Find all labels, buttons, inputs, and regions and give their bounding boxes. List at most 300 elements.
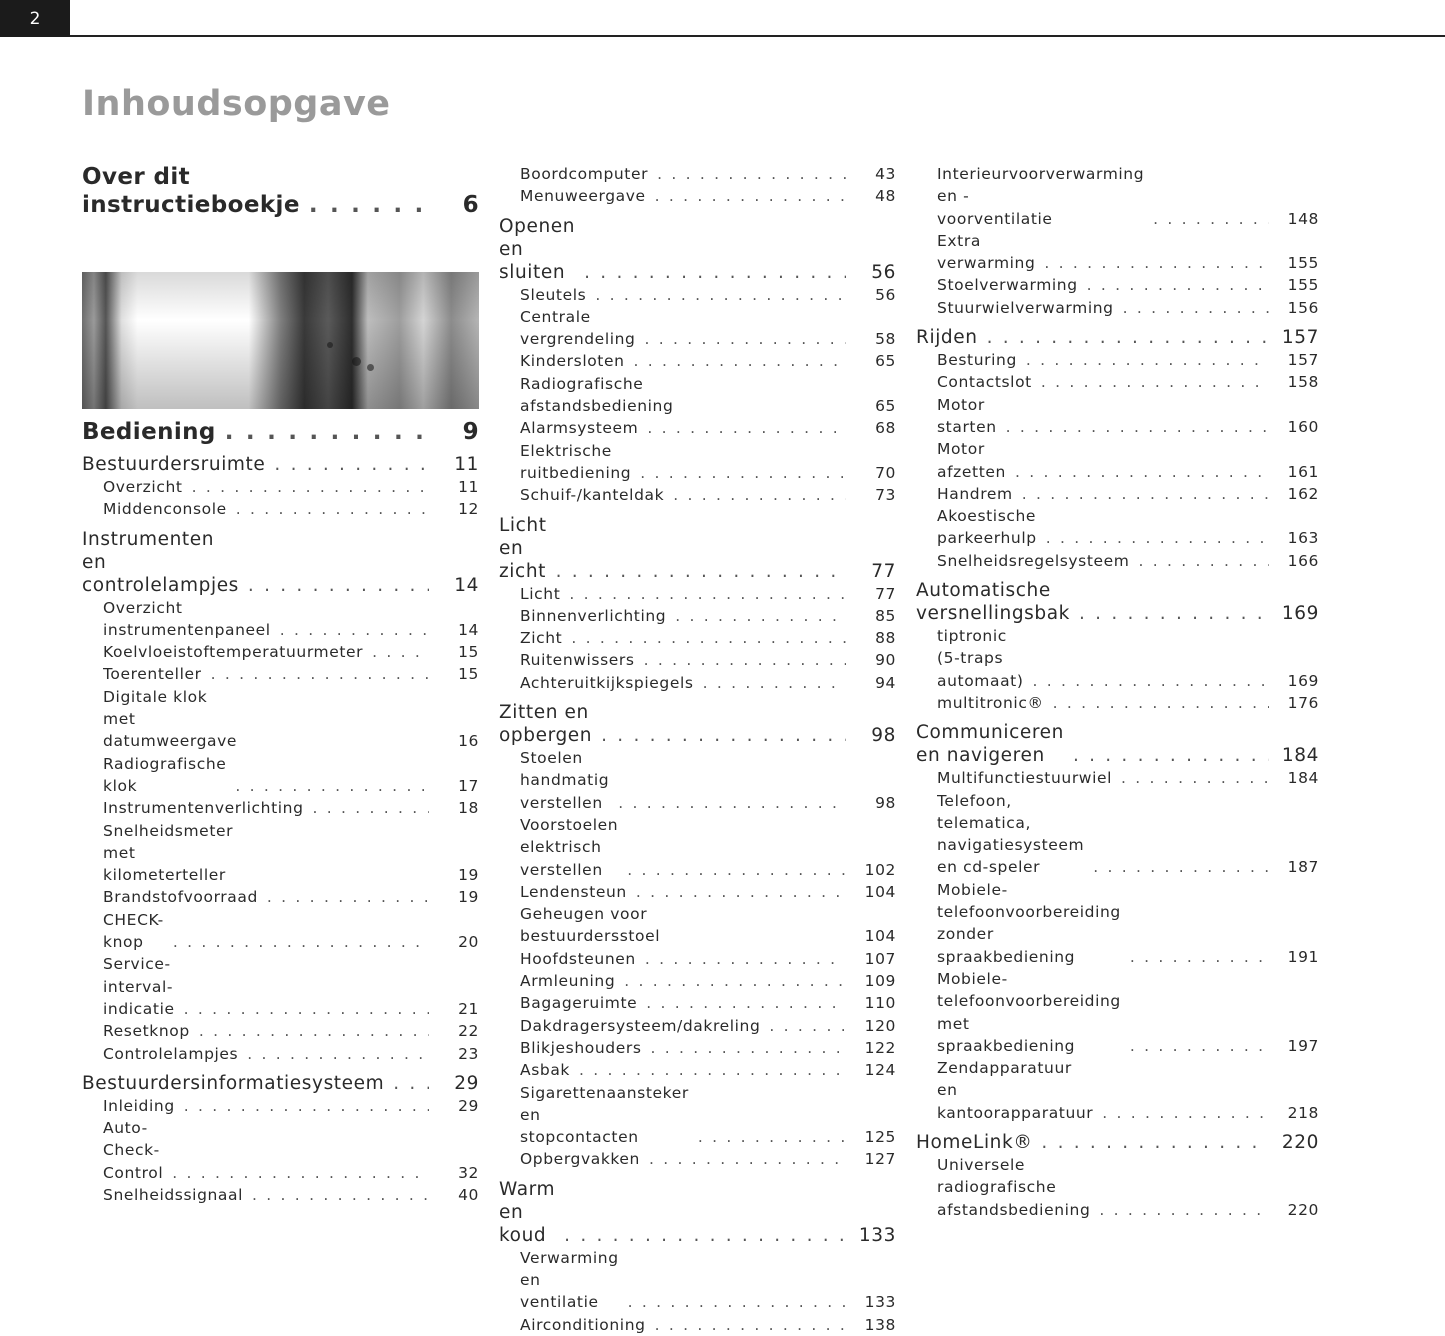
dot-leader bbox=[184, 1095, 429, 1117]
dot-leader bbox=[618, 792, 846, 814]
toc-entry-title: Schuif-/kanteldak bbox=[520, 486, 665, 505]
dot-leader bbox=[698, 1126, 846, 1148]
dot-leader bbox=[199, 1020, 429, 1042]
toc-page-number: 220 bbox=[1287, 1200, 1319, 1219]
toc-subentry bbox=[499, 163, 896, 185]
toc-page-number: 133 bbox=[864, 1293, 896, 1312]
dot-leader bbox=[645, 948, 846, 970]
toc-page-number: 162 bbox=[1287, 484, 1319, 503]
toc-subentry bbox=[82, 498, 479, 520]
dot-leader bbox=[225, 418, 429, 446]
toc-subentry bbox=[916, 483, 1319, 505]
dot-leader bbox=[634, 350, 846, 372]
dot-leader bbox=[569, 583, 846, 605]
toc-page-number: 98 bbox=[871, 725, 896, 747]
toc-entry-title: Toerenteller bbox=[103, 665, 202, 684]
toc-subentry bbox=[916, 349, 1319, 371]
toc-entry-title: Openen en sluiten bbox=[499, 215, 576, 283]
dot-leader bbox=[247, 1043, 429, 1065]
toc-page-number: 88 bbox=[875, 629, 896, 648]
toc-page-number: 133 bbox=[858, 1224, 896, 1246]
toc-subentry bbox=[499, 627, 896, 649]
toc-page-number: 158 bbox=[1287, 373, 1319, 392]
dot-leader bbox=[601, 724, 846, 747]
toc-subentry bbox=[499, 284, 896, 306]
toc-page-number: 21 bbox=[458, 999, 479, 1018]
toc-subentry bbox=[499, 605, 896, 627]
dashboard-photo bbox=[82, 272, 479, 409]
dot-leader bbox=[627, 859, 846, 881]
dot-leader bbox=[1015, 461, 1269, 483]
toc-entry-title: Centrale vergrendeling bbox=[520, 307, 636, 349]
dot-leader bbox=[184, 998, 429, 1020]
toc-page-number: 90 bbox=[875, 651, 896, 670]
toc-page-number: 16 bbox=[458, 732, 479, 751]
toc-entry-title: Hoofdsteunen bbox=[520, 949, 636, 968]
toc-entry-title: Sigarettenaansteker en stopcontacten bbox=[520, 1083, 689, 1147]
toc-page-number: 29 bbox=[454, 1072, 479, 1094]
dot-leader bbox=[1123, 297, 1269, 319]
toc-column-2 bbox=[499, 163, 896, 1336]
dot-leader bbox=[393, 1072, 429, 1095]
toc-entry-title: Mobiele-telefoonvoorbereiding zonder spraakbediening bbox=[937, 880, 1121, 966]
toc-entry-title: HomeLink® bbox=[916, 1131, 1033, 1153]
toc-entry-title: Overzicht instrumentenpaneel bbox=[103, 598, 271, 639]
toc-subentry bbox=[916, 767, 1319, 789]
toc-entry-title: Zicht bbox=[520, 629, 563, 648]
toc-section bbox=[499, 701, 896, 747]
toc-entry-title: Communiceren en navigeren bbox=[916, 722, 1064, 767]
toc-subentry bbox=[916, 692, 1319, 714]
toc-section bbox=[916, 326, 1319, 349]
dot-leader bbox=[571, 627, 846, 649]
dot-leader bbox=[248, 574, 429, 597]
toc-page-number: 169 bbox=[1287, 671, 1319, 690]
toc-entry-title: Inleiding bbox=[103, 1096, 175, 1115]
toc-subentry bbox=[916, 550, 1319, 572]
toc-entry-title: Motor starten bbox=[937, 395, 997, 436]
toc-entry-title: Instrumenten en controlelampjes bbox=[82, 528, 239, 596]
toc-entry-title: Extra verwarming bbox=[937, 231, 1036, 273]
toc-chapter bbox=[82, 418, 479, 446]
toc-entry-title: Instrumentenverlichting bbox=[103, 799, 304, 818]
dot-leader bbox=[1046, 527, 1269, 549]
toc-page-number: 156 bbox=[1287, 298, 1319, 317]
toc-subentry bbox=[916, 394, 1319, 439]
toc-subentry bbox=[499, 649, 896, 671]
toc-subentry bbox=[499, 672, 896, 694]
toc-entry-title: Licht bbox=[520, 584, 561, 603]
dot-leader bbox=[1044, 252, 1269, 274]
dot-leader bbox=[173, 931, 429, 953]
toc-page-number: 9 bbox=[462, 419, 479, 445]
toc-page-number: 19 bbox=[458, 888, 479, 907]
toc-entry-title: Bestuurdersruimte bbox=[82, 454, 266, 475]
toc-subentry bbox=[499, 185, 896, 207]
dot-leader bbox=[636, 881, 846, 903]
toc-entry-title: Blikjeshouders bbox=[520, 1038, 642, 1057]
toc-entry-title: Handrem bbox=[937, 484, 1013, 503]
toc-page-number: 48 bbox=[875, 187, 896, 206]
toc-page-number: 68 bbox=[875, 419, 896, 438]
toc-subentry bbox=[82, 663, 479, 685]
dot-leader bbox=[673, 484, 846, 506]
dot-leader bbox=[649, 1148, 846, 1170]
dot-leader bbox=[640, 462, 846, 484]
toc-subentry bbox=[916, 371, 1319, 393]
dot-leader bbox=[655, 1314, 846, 1336]
toc-subentry bbox=[499, 1037, 896, 1059]
toc-page-number: 22 bbox=[458, 1022, 479, 1041]
dot-leader bbox=[1006, 416, 1269, 438]
toc-page-number: 77 bbox=[871, 560, 896, 582]
toc-subentry bbox=[82, 909, 479, 954]
dot-leader bbox=[564, 1224, 846, 1247]
header-rule bbox=[70, 35, 1445, 37]
toc-entry-title: Kindersloten bbox=[520, 352, 625, 371]
page-title: Inhoudsopgave bbox=[82, 84, 391, 124]
toc-page-number: 56 bbox=[875, 285, 896, 304]
toc-page-number: 125 bbox=[864, 1128, 896, 1147]
toc-entry-title: Ruitenwissers bbox=[520, 651, 635, 670]
toc-subentry bbox=[499, 1314, 896, 1336]
toc-page-number: 169 bbox=[1281, 603, 1319, 625]
toc-entry-title: Universele radiografische afstandsbediening bbox=[937, 1155, 1091, 1219]
toc-subentry bbox=[499, 1059, 896, 1081]
toc-entry-title: Snelheidsmeter met kilometerteller bbox=[103, 821, 234, 885]
dot-leader bbox=[1121, 767, 1269, 789]
toc-entry-title: Sleutels bbox=[520, 285, 587, 304]
toc-page-number: 6 bbox=[462, 192, 479, 218]
toc-page-number: 184 bbox=[1287, 769, 1319, 788]
toc-page-number: 160 bbox=[1287, 417, 1319, 436]
toc-entry-title: Alarmsysteem bbox=[520, 419, 639, 438]
dot-leader bbox=[644, 328, 846, 350]
toc-entry-title: Automatische versnellingsbak bbox=[916, 580, 1071, 625]
toc-page-number: 104 bbox=[864, 927, 896, 946]
dot-leader bbox=[769, 1015, 846, 1037]
toc-page-number: 94 bbox=[875, 673, 896, 692]
dot-leader bbox=[595, 284, 846, 306]
dot-leader bbox=[236, 498, 429, 520]
toc-entry-title: Digitale klok met datumweergave bbox=[103, 687, 238, 751]
toc-subentry bbox=[82, 1020, 479, 1042]
toc-subentry bbox=[82, 597, 479, 642]
toc-subentry bbox=[499, 484, 896, 506]
toc-page-number: 56 bbox=[871, 261, 896, 283]
toc-page-number: 191 bbox=[1287, 947, 1319, 966]
toc-subentry bbox=[499, 903, 896, 948]
dot-leader bbox=[372, 641, 429, 663]
toc-page-number: 15 bbox=[458, 665, 479, 684]
toc-subentry bbox=[499, 814, 896, 881]
toc-subentry bbox=[499, 583, 896, 605]
toc-page-number: 85 bbox=[875, 606, 896, 625]
toc-section bbox=[499, 1178, 896, 1247]
toc-section bbox=[916, 1131, 1319, 1154]
toc-entry-title: Controlelampjes bbox=[103, 1044, 239, 1063]
toc-subentry bbox=[499, 992, 896, 1014]
toc-page-number: 155 bbox=[1287, 254, 1319, 273]
dot-leader bbox=[267, 886, 429, 908]
toc-entry-title: Dakdragersysteem/dakreling bbox=[520, 1016, 761, 1035]
dot-leader bbox=[1099, 1199, 1269, 1221]
toc-chapter bbox=[82, 163, 479, 219]
toc-page-number: 40 bbox=[458, 1186, 479, 1205]
toc-subentry bbox=[916, 1057, 1319, 1124]
toc-page-number: 73 bbox=[875, 486, 896, 505]
toc-page-number: 109 bbox=[864, 972, 896, 991]
dot-leader bbox=[1041, 1131, 1269, 1154]
dot-leader bbox=[1041, 371, 1269, 393]
toc-subentry bbox=[82, 686, 479, 753]
dot-leader bbox=[675, 605, 846, 627]
toc-page-number: 155 bbox=[1287, 276, 1319, 295]
toc-entry-title: Interieurvoorverwarming en - voorventilatie bbox=[937, 165, 1145, 228]
toc-entry-title: Armleuning bbox=[520, 972, 616, 991]
toc-entry-title: Warm en koud bbox=[499, 1178, 556, 1246]
dot-leader bbox=[1102, 1102, 1269, 1124]
toc-entry-title: Zendapparatuur en kantoorapparatuur bbox=[937, 1059, 1094, 1122]
toc-entry-title: Overzicht bbox=[103, 478, 183, 496]
toc-entry-title: Stoelen handmatig verstellen bbox=[520, 749, 610, 812]
toc-entry-title: Stuurwielverwarming bbox=[937, 298, 1114, 317]
toc-subentry bbox=[916, 438, 1319, 483]
toc-column-3 bbox=[916, 163, 1319, 1221]
toc-entry-title: Verwarming en ventilatie bbox=[520, 1248, 619, 1312]
toc-entry-title: Multifunctiestuurwiel bbox=[937, 769, 1113, 788]
toc-section bbox=[916, 579, 1319, 625]
toc-page-number: 110 bbox=[864, 994, 896, 1013]
toc-page-number: 17 bbox=[458, 776, 479, 795]
toc-page-number: 77 bbox=[875, 584, 896, 603]
toc-entry-title: Resetknop bbox=[103, 1022, 190, 1041]
toc-page-number: 20 bbox=[458, 933, 479, 952]
toc-entry-title: Bestuurdersinformatiesysteem bbox=[82, 1072, 385, 1094]
dot-leader bbox=[211, 663, 429, 685]
toc-page-number: 138 bbox=[864, 1315, 896, 1334]
toc-entry-title: Voorstoelen elektrisch verstellen bbox=[520, 815, 619, 879]
toc-entry-title: Radiografische afstandsbediening bbox=[520, 374, 674, 416]
toc-subentry bbox=[499, 1148, 896, 1170]
toc-entry-title: Menuweergave bbox=[520, 187, 646, 206]
toc-page-number: 12 bbox=[458, 500, 479, 519]
toc-subentry bbox=[916, 505, 1319, 550]
dot-leader bbox=[644, 649, 846, 671]
dot-leader bbox=[987, 326, 1269, 349]
dot-leader bbox=[647, 417, 846, 439]
toc-entry-title: Rijden bbox=[916, 327, 978, 349]
toc-page-number: 11 bbox=[458, 478, 479, 496]
dot-leader bbox=[703, 672, 846, 694]
toc-entry-title: Elektrische ruitbediening bbox=[520, 441, 632, 482]
toc-page-number: 11 bbox=[454, 454, 479, 475]
dot-leader bbox=[1073, 744, 1269, 767]
dot-leader bbox=[651, 1037, 847, 1059]
toc-page-number: 176 bbox=[1287, 693, 1319, 712]
toc-entry-title: tiptronic (5-traps automaat) bbox=[937, 627, 1024, 690]
toc-entry-title: Licht en zicht bbox=[499, 514, 547, 582]
toc-subentry bbox=[499, 1082, 896, 1149]
toc-page-number: 187 bbox=[1287, 858, 1319, 877]
toc-entry-title: Besturing bbox=[937, 351, 1017, 370]
toc-subentry bbox=[82, 1095, 479, 1117]
toc-entry-title: Airconditioning bbox=[520, 1315, 646, 1334]
toc-entry-title: Motor afzetten bbox=[937, 440, 1006, 481]
dot-leader bbox=[657, 163, 846, 185]
toc-subentry bbox=[916, 274, 1319, 296]
toc-column-1 bbox=[82, 163, 479, 1206]
toc-page-number: 32 bbox=[458, 1163, 479, 1182]
toc-subentry bbox=[916, 163, 1319, 230]
toc-section bbox=[499, 215, 896, 284]
toc-entry-title: Over dit instructieboekje bbox=[82, 164, 300, 218]
toc-subentry bbox=[499, 1247, 896, 1314]
toc-subentry bbox=[499, 747, 896, 814]
dot-leader bbox=[274, 453, 429, 476]
toc-page-number: 197 bbox=[1287, 1036, 1319, 1055]
toc-section bbox=[499, 514, 896, 583]
toc-subentry bbox=[916, 879, 1319, 968]
toc-entry-title: Koelvloeistoftemperatuurmeter bbox=[103, 643, 364, 662]
toc-subentry bbox=[916, 297, 1319, 319]
toc-page-number: 18 bbox=[458, 799, 479, 818]
toc-entry-title: Lendensteun bbox=[520, 882, 627, 901]
toc-entry-title: Opbergvakken bbox=[520, 1150, 640, 1169]
dot-leader bbox=[584, 261, 846, 284]
toc-entry-title: Binnenverlichting bbox=[520, 606, 667, 625]
toc-page-number: 102 bbox=[864, 860, 896, 879]
dot-leader bbox=[624, 970, 846, 992]
toc-entry-title: Boordcomputer bbox=[520, 165, 649, 183]
toc-entry-title: Achteruitkijkspiegels bbox=[520, 673, 694, 692]
toc-page-number: 124 bbox=[864, 1061, 896, 1080]
toc-page-number: 43 bbox=[875, 165, 896, 183]
dot-leader bbox=[1087, 274, 1269, 296]
toc-subentry bbox=[82, 641, 479, 663]
toc-entry-title: Zitten en opbergen bbox=[499, 702, 593, 747]
dot-leader bbox=[172, 1162, 429, 1184]
toc-subentry bbox=[82, 797, 479, 819]
toc-entry-title: Contactslot bbox=[937, 373, 1032, 392]
dot-leader bbox=[1026, 349, 1269, 371]
toc-page-number: 15 bbox=[458, 643, 479, 662]
dot-leader bbox=[309, 191, 429, 219]
toc-entry-title: Telefoon, telematica, navigatiesysteem en cd-speler bbox=[937, 791, 1085, 877]
toc-subentry bbox=[499, 440, 896, 485]
toc-page-number: 157 bbox=[1287, 351, 1319, 370]
toc-entry-title: Brandstofvoorraad bbox=[103, 888, 258, 907]
toc-page-number: 14 bbox=[454, 574, 479, 596]
toc-subentry bbox=[82, 953, 479, 1020]
toc-subentry bbox=[916, 790, 1319, 879]
toc-subentry bbox=[916, 1154, 1319, 1221]
page-number: 2 bbox=[0, 0, 70, 37]
dot-leader bbox=[1079, 602, 1269, 625]
toc-entry-title: Geheugen voor bestuurdersstoel bbox=[520, 905, 661, 946]
toc-entry-title: Bagageruimte bbox=[520, 994, 638, 1013]
toc-entry-title: Stoelverwarming bbox=[937, 276, 1078, 295]
toc-page-number: 184 bbox=[1281, 745, 1319, 767]
toc-subentry bbox=[499, 417, 896, 439]
toc-entry-title: Asbak bbox=[520, 1061, 570, 1080]
toc-subentry bbox=[82, 886, 479, 908]
toc-subentry bbox=[916, 625, 1319, 692]
dot-leader bbox=[646, 992, 846, 1014]
toc-page-number: 220 bbox=[1281, 1131, 1319, 1153]
page-header bbox=[0, 0, 1445, 37]
dot-leader bbox=[556, 560, 846, 583]
toc-page-number: 120 bbox=[864, 1016, 896, 1035]
dot-leader bbox=[1139, 550, 1269, 572]
toc-page-number: 166 bbox=[1287, 551, 1319, 570]
toc-page-number: 127 bbox=[864, 1150, 896, 1169]
toc-page-number: 29 bbox=[458, 1096, 479, 1115]
toc-entry-title: CHECK-knop bbox=[103, 910, 164, 952]
dot-leader bbox=[1022, 483, 1269, 505]
toc-page-number: 107 bbox=[864, 949, 896, 968]
toc-subentry bbox=[82, 753, 479, 798]
toc-page-number: 161 bbox=[1287, 462, 1319, 481]
toc-subentry bbox=[499, 350, 896, 372]
toc-page-number: 19 bbox=[458, 866, 479, 885]
dot-leader bbox=[1093, 856, 1269, 878]
dot-leader bbox=[1130, 946, 1269, 968]
dot-leader bbox=[655, 185, 846, 207]
toc-page-number: 157 bbox=[1281, 327, 1319, 349]
toc-subentry bbox=[499, 970, 896, 992]
toc-subentry bbox=[499, 881, 896, 903]
toc-entry-title: Service-interval-indicatie bbox=[103, 955, 175, 1018]
toc-entry-title: multitronic® bbox=[937, 693, 1044, 712]
dot-leader bbox=[313, 797, 429, 819]
toc-subentry bbox=[82, 1184, 479, 1206]
toc-entry-title: Snelheidsregelsysteem bbox=[937, 551, 1130, 570]
toc-page-number: 58 bbox=[875, 330, 896, 349]
toc-subentry bbox=[82, 1043, 479, 1065]
dot-leader bbox=[280, 619, 429, 641]
dot-leader bbox=[235, 775, 429, 797]
toc-section bbox=[82, 528, 479, 597]
dot-leader bbox=[1153, 208, 1269, 230]
toc-page-number: 98 bbox=[875, 793, 896, 812]
toc-page-number: 218 bbox=[1287, 1103, 1319, 1122]
toc-subentry bbox=[499, 1015, 896, 1037]
toc-entry-title: Radiografische klok bbox=[103, 754, 227, 795]
toc-subentry bbox=[916, 968, 1319, 1057]
dot-leader bbox=[1130, 1035, 1269, 1057]
toc-section bbox=[82, 1072, 479, 1095]
toc-subentry bbox=[499, 948, 896, 970]
toc-page-number: 163 bbox=[1287, 529, 1319, 548]
toc-subentry bbox=[82, 820, 479, 887]
toc-subentry bbox=[916, 230, 1319, 275]
dot-leader bbox=[192, 476, 429, 498]
toc-subentry bbox=[82, 476, 479, 498]
dot-leader bbox=[579, 1059, 846, 1081]
toc-entry-title: Akoestische parkeerhulp bbox=[937, 507, 1037, 548]
dot-leader bbox=[1053, 692, 1269, 714]
toc-subentry bbox=[82, 1117, 479, 1184]
toc-entry-title: Middenconsole bbox=[103, 500, 227, 519]
toc-entry-title: Snelheidssignaal bbox=[103, 1186, 244, 1205]
toc-page-number: 104 bbox=[864, 882, 896, 901]
toc-entry-title: Bediening bbox=[82, 419, 216, 445]
toc-subentry bbox=[499, 373, 896, 418]
toc-page-number: 70 bbox=[875, 463, 896, 482]
toc-page-number: 23 bbox=[458, 1044, 479, 1063]
toc-entry-title: Mobiele-telefoonvoorbereiding met spraakbediening bbox=[937, 969, 1121, 1055]
